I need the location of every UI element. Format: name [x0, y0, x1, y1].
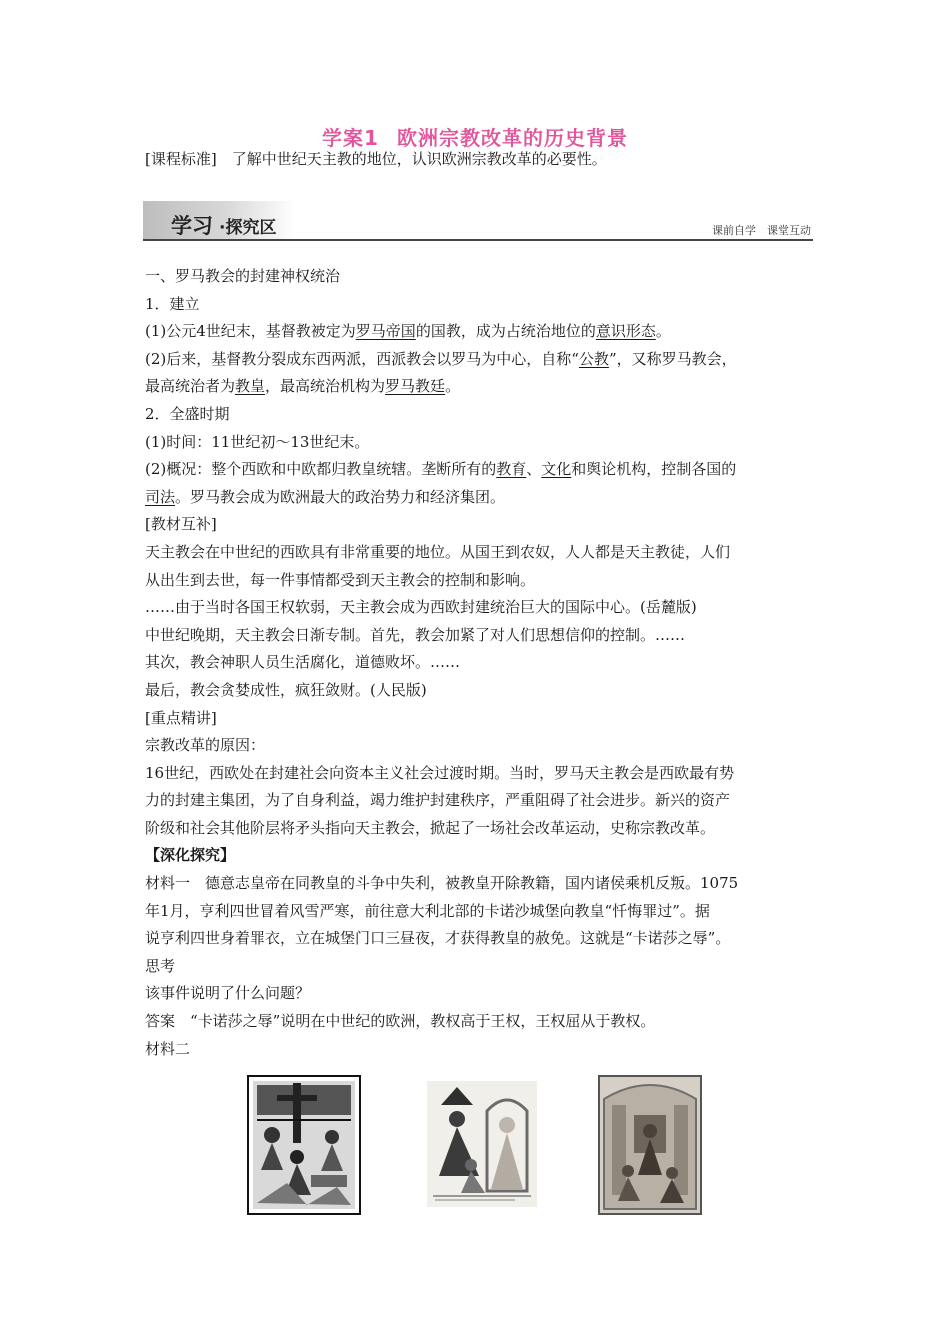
answer: 答案 “卡诺莎之辱”说明在中世纪的欧洲，教权高于王权，王权屈从于教权。	[145, 1012, 656, 1031]
subheading: 2．全盛时期	[145, 404, 230, 423]
supplement-heading: [教材互补]	[145, 515, 217, 534]
keypoint-heading: [重点精讲]	[145, 708, 217, 727]
supplement-line: 最后，教会贪婪成性，疯狂敛财。(人民版)	[145, 680, 427, 699]
banner-rule	[143, 239, 813, 241]
paragraph: (1)时间：11世纪初～13世纪末。	[145, 432, 370, 451]
paragraph: (2)后来，基督教分裂成东西两派，西派教会以罗马为中心，自称“公教”，又称罗马教会，	[145, 349, 737, 368]
underlined-term: 教皇	[235, 377, 266, 396]
subheading: 1．建立	[145, 294, 200, 313]
supplement-line: ……由于当时各国王权软弱，天主教会成为西欧封建统治巨大的国际中心。(岳麓版)	[145, 598, 697, 617]
think-label: 思考	[145, 956, 176, 975]
material-line: 材料一 德意志皇帝在同教皇的斗争中失利，被教皇开除教籍，国内诸侯乘机反叛。1075	[145, 874, 739, 893]
keypoint-line: 宗教改革的原因：	[145, 736, 266, 755]
deep-inquiry-heading: 【深化探究】	[145, 846, 236, 865]
banner-sub-label: ·探究区	[219, 218, 277, 238]
lesson-title: 欧洲宗教改革的历史背景	[396, 126, 628, 150]
supplement-line: 从出生到去世，每一件事情都受到天主教会的控制和影响。	[145, 570, 536, 589]
paragraph: (1)公元4世纪末，基督教被定为罗马帝国的国教，成为占统治地位的意识形态。	[145, 322, 671, 341]
keypoint-line: 力的封建主集团，为了自身利益，竭力维护封建秩序，严重阻碍了社会进步。新兴的资产	[145, 791, 731, 810]
underlined-term: 罗马教廷	[385, 377, 446, 396]
manuscript-image-2	[427, 1081, 537, 1207]
question: 该事件说明了什么问题？	[145, 984, 311, 1003]
course-standard: [课程标准] 了解中世纪天主教的地位，认识欧洲宗教改革的必要性。	[145, 150, 607, 168]
underlined-term: 公教	[578, 349, 609, 368]
document-body	[145, 263, 813, 1063]
underlined-term: 意识形态	[595, 322, 656, 341]
paragraph: 最高统治者为教皇，最高统治机构为罗马教廷。	[145, 377, 461, 396]
underlined-term: 司法	[145, 487, 176, 506]
manuscript-image-3	[598, 1075, 702, 1215]
document-title	[0, 122, 950, 151]
keypoint-line: 16世纪，西欧处在封建社会向资本主义社会过渡时期。当时，罗马天主教会是西欧最有势	[145, 763, 735, 782]
woodcut-image-1	[247, 1075, 361, 1215]
lesson-number: 学案1	[322, 126, 379, 150]
section-banner	[143, 201, 813, 241]
paragraph: 司法。罗马教会成为欧洲最大的政治势力和经济集团。	[145, 487, 506, 506]
material-line: 年1月，亨利四世冒着风雪严寒，前往意大利北部的卡诺沙城堡向教皇“忏悔罪过”。据	[145, 901, 710, 920]
underlined-term: 文化	[541, 460, 572, 479]
material-two-label: 材料二	[145, 1039, 191, 1058]
banner-right-label: 课前自学 课堂互动	[712, 224, 811, 237]
supplement-line: 天主教会在中世纪的西欧具有非常重要的地位。从国王到农奴，人人都是天主教徒，人们	[145, 542, 731, 561]
material-images	[0, 1075, 950, 1220]
supplement-line: 其次，教会神职人员生活腐化，道德败坏。……	[145, 653, 461, 672]
section-heading: 一、罗马教会的封建神权统治	[145, 267, 341, 285]
banner-main-label: 学习	[171, 214, 213, 238]
keypoint-line: 阶级和社会其他阶层将矛头指向天主教会，掀起了一场社会改革运动，史称宗教改革。	[145, 818, 716, 837]
paragraph: (2)概况：整个西欧和中欧都归教皇统辖。垄断所有的教育、文化和舆论机构，控制各国的	[145, 460, 737, 479]
supplement-line: 中世纪晚期，天主教会日渐专制。首先，教会加紧了对人们思想信仰的控制。……	[145, 625, 686, 644]
material-line: 说亨利四世身着罪衣，立在城堡门口三昼夜，才获得教皇的赦免。这就是“卡诺莎之辱”。	[145, 929, 731, 948]
underlined-term: 教育	[496, 460, 527, 479]
underlined-term: 罗马帝国	[355, 322, 416, 341]
